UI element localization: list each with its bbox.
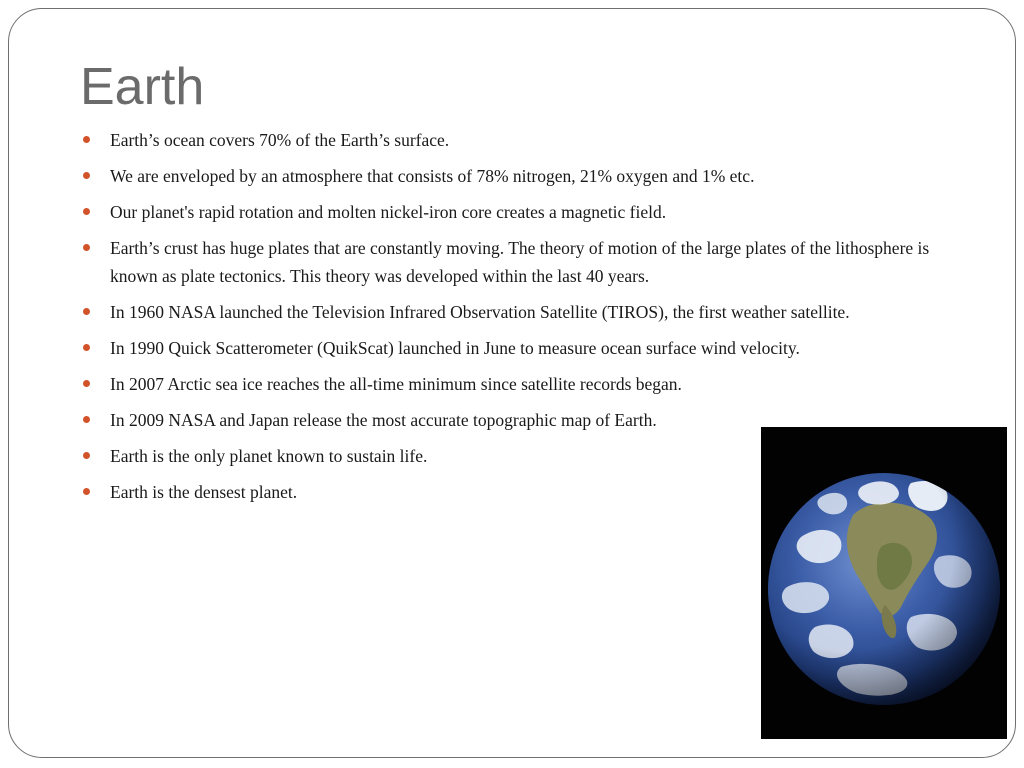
bullet-text: In 1990 Quick Scatterometer (QuikScat) launched in June to measure ocean surface wind velocity.: [110, 338, 800, 358]
bullet-text: Our planet's rapid rotation and molten nickel-iron core creates a magnetic field.: [110, 202, 667, 222]
list-item: [81, 298, 931, 326]
bullet-dot-icon: [83, 208, 90, 215]
earth-globe-icon: [761, 427, 1007, 739]
list-item: [81, 126, 931, 154]
bullet-dot-icon: [83, 172, 90, 179]
slide-title: Earth: [80, 58, 205, 116]
list-item: [81, 234, 931, 290]
bullet-text: In 2007 Arctic sea ice reaches the all-time minimum since satellite records began.: [110, 374, 682, 394]
slide: [8, 8, 1016, 758]
bullet-dot-icon: [83, 452, 90, 459]
bullet-text: In 2009 NASA and Japan release the most accurate topographic map of Earth.: [110, 410, 657, 430]
bullet-dot-icon: [83, 488, 90, 495]
bullet-dot-icon: [83, 380, 90, 387]
list-item: [81, 198, 931, 226]
bullet-text: Earth is the only planet known to sustain life.: [110, 446, 428, 466]
bullet-dot-icon: [83, 136, 90, 143]
list-item: [81, 334, 931, 362]
bullet-text: Earth’s ocean covers 70% of the Earth’s surface.: [110, 130, 450, 150]
list-item: [81, 370, 931, 398]
list-item: [81, 162, 931, 190]
bullet-text: In 1960 NASA launched the Television Infrared Observation Satellite (TIROS), the first weather satellite.: [110, 302, 850, 322]
bullet-dot-icon: [83, 244, 90, 251]
bullet-dot-icon: [83, 344, 90, 351]
bullet-text: We are enveloped by an atmosphere that consists of 78% nitrogen, 21% oxygen and 1% etc.: [110, 166, 755, 186]
bullet-dot-icon: [83, 308, 90, 315]
earth-photo: [761, 427, 1007, 739]
bullet-text: Earth is the densest planet.: [110, 482, 298, 502]
bullet-text: Earth’s crust has huge plates that are constantly moving. The theory of motion of the large plates of the lithosphere is known as plate tectonics. This theory was developed within the last 40 years.: [110, 238, 930, 286]
bullet-dot-icon: [83, 416, 90, 423]
